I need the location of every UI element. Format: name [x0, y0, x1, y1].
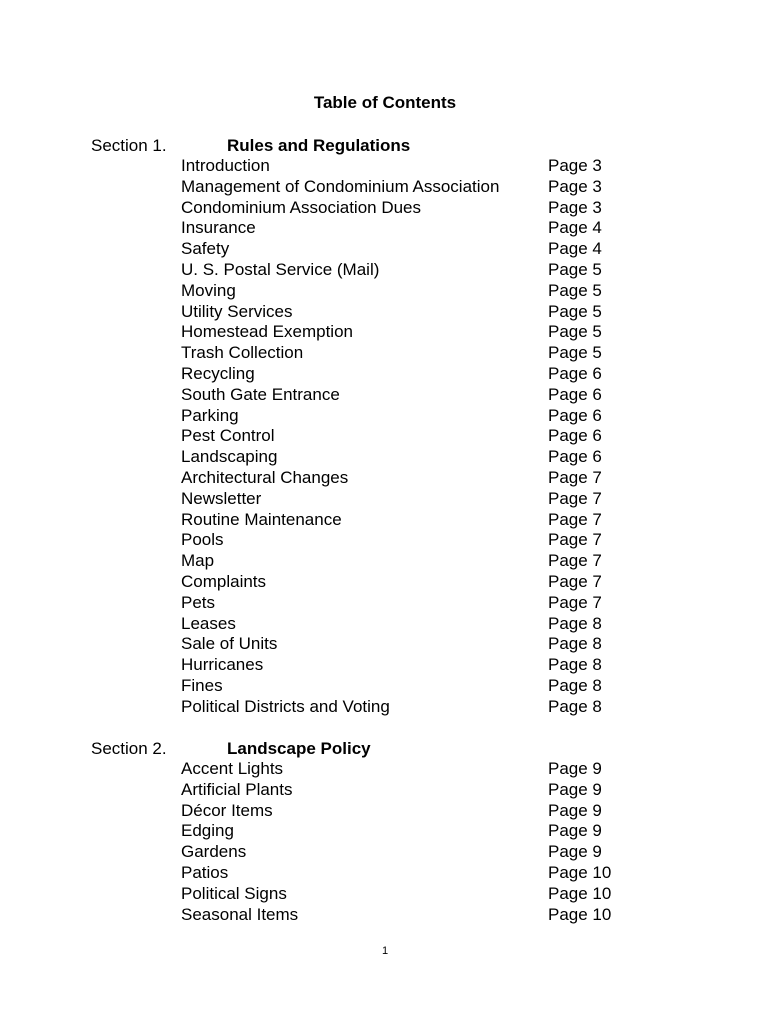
- toc-entry-page: Page 4: [548, 239, 602, 259]
- toc-entry-label: Management of Condominium Association: [181, 176, 500, 196]
- toc-entry-page: Page 3: [548, 156, 602, 175]
- toc-entry-page: Page 7: [548, 592, 602, 612]
- toc-entry: [0, 177, 770, 198]
- section-title: Landscape Policy: [227, 739, 371, 758]
- section-header: [0, 135, 770, 156]
- toc-entry-page: Page 6: [548, 405, 602, 425]
- toc-entry-label: Map: [181, 551, 215, 571]
- toc-entry-page: Page 7: [548, 530, 602, 550]
- toc-entry-page: Page 7: [548, 509, 602, 529]
- section-title: Rules and Regulations: [227, 136, 411, 155]
- toc-entry: [0, 905, 770, 926]
- toc-entry: [0, 489, 770, 510]
- toc-entry-page: Page 5: [548, 259, 602, 279]
- toc-entry-page: Page 8: [548, 634, 602, 654]
- toc-entry-label: Sale of Units: [181, 634, 278, 654]
- toc-entry-label: Homestead Exemption: [181, 322, 353, 342]
- toc-entry-label: U. S. Postal Service (Mail): [181, 259, 380, 279]
- toc-entry: [0, 364, 770, 385]
- toc-entry-label: Fines: [181, 675, 223, 695]
- toc-entry: [0, 530, 770, 551]
- section-number: Section 1.: [91, 136, 167, 155]
- toc-entry: [0, 385, 770, 406]
- toc-entry-page: Page 10: [548, 883, 612, 903]
- toc-entry-label: Introduction: [181, 156, 270, 175]
- toc-entry: [0, 198, 770, 219]
- toc-entry: [0, 447, 770, 468]
- section-number: Section 2.: [91, 739, 167, 758]
- toc-entry-label: Trash Collection: [181, 343, 304, 363]
- toc-entry-label: Newsletter: [181, 488, 262, 508]
- toc-entry: [0, 406, 770, 427]
- toc-entry-page: Page 6: [548, 426, 602, 446]
- toc-entry-label: Edging: [181, 821, 234, 841]
- toc-entry-label: Recycling: [181, 363, 255, 383]
- toc-entry-page: Page 8: [548, 696, 602, 716]
- toc-entry: [0, 260, 770, 281]
- toc-entry: [0, 281, 770, 302]
- toc-entry-label: Gardens: [181, 842, 247, 862]
- toc-entry-page: Page 8: [548, 613, 602, 633]
- toc-entry-page: Page 3: [548, 176, 602, 196]
- toc-entry-page: Page 5: [548, 322, 602, 342]
- toc-list: [0, 156, 770, 718]
- toc-entry: [0, 842, 770, 863]
- section-rules-and-regulations: [0, 135, 770, 718]
- toc-entry-label: South Gate Entrance: [181, 384, 340, 404]
- toc-entry-label: Pets: [181, 592, 216, 612]
- toc-entry-page: Page 7: [548, 488, 602, 508]
- toc-entry-page: Page 8: [548, 655, 602, 675]
- section-landscape-policy: [0, 738, 770, 925]
- toc-entry-page: Page 7: [548, 571, 602, 591]
- toc-entry-page: Page 6: [548, 447, 602, 467]
- page-number: 1: [381, 945, 389, 957]
- toc-entry: [0, 759, 770, 780]
- document-title: Table of Contents: [313, 93, 457, 112]
- toc-list: [0, 759, 770, 925]
- toc-entry-label: Décor Items: [181, 800, 273, 820]
- toc-entry-label: Pools: [181, 530, 224, 550]
- toc-entry: [0, 884, 770, 905]
- toc-entry-page: Page 5: [548, 301, 602, 321]
- toc-entry-page: Page 7: [548, 551, 602, 571]
- toc-entry-page: Page 4: [548, 218, 602, 238]
- toc-entry-label: Leases: [181, 613, 236, 633]
- toc-entry-page: Page 10: [548, 862, 612, 882]
- toc-entry-page: Page 9: [548, 759, 602, 778]
- toc-entry-page: Page 8: [548, 675, 602, 695]
- toc-entry: [0, 322, 770, 343]
- toc-entry-label: Condominium Association Dues: [181, 197, 422, 217]
- toc-entry: [0, 780, 770, 801]
- toc-entry-label: Pest Control: [181, 426, 275, 446]
- toc-entry-label: Hurricanes: [181, 655, 264, 675]
- toc-entry-page: Page 6: [548, 384, 602, 404]
- toc-entry-label: Landscaping: [181, 447, 278, 467]
- toc-entry-page: Page 7: [548, 467, 602, 487]
- toc-entry: [0, 468, 770, 489]
- toc-entry-label: Parking: [181, 405, 239, 425]
- toc-entry: [0, 863, 770, 884]
- toc-entry-label: Insurance: [181, 218, 256, 238]
- toc-entry-label: Safety: [181, 239, 230, 259]
- toc-entry: [0, 697, 770, 718]
- toc-entry: [0, 426, 770, 447]
- toc-entry: [0, 302, 770, 323]
- toc-entry-label: Utility Services: [181, 301, 293, 321]
- toc-entry: [0, 634, 770, 655]
- toc-entry: [0, 593, 770, 614]
- toc-entry: [0, 156, 770, 177]
- toc-entry-label: Routine Maintenance: [181, 509, 342, 529]
- toc-entry-label: Patios: [181, 862, 229, 882]
- toc-entry: [0, 343, 770, 364]
- toc-entry-page: Page 9: [548, 779, 602, 799]
- toc-entry-label: Moving: [181, 280, 236, 300]
- toc-entry: [0, 510, 770, 531]
- section-header: [0, 738, 770, 759]
- toc-entry: [0, 676, 770, 697]
- toc-entry-page: Page 9: [548, 821, 602, 841]
- toc-entry-page: Page 9: [548, 842, 602, 862]
- toc-entry-label: Artificial Plants: [181, 779, 293, 799]
- toc-entry: [0, 218, 770, 239]
- toc-entry: [0, 801, 770, 822]
- toc-entry-label: Complaints: [181, 571, 267, 591]
- toc-entry: [0, 614, 770, 635]
- toc-entry: [0, 239, 770, 260]
- toc-entry: [0, 551, 770, 572]
- toc-entry-label: Political Signs: [181, 883, 287, 903]
- toc-entry-page: Page 3: [548, 197, 602, 217]
- toc-entry-label: Seasonal Items: [181, 904, 299, 924]
- toc-entry-label: Architectural Changes: [181, 467, 349, 487]
- toc-entry-page: Page 5: [548, 280, 602, 300]
- toc-entry: [0, 655, 770, 676]
- toc-entry-page: Page 9: [548, 800, 602, 820]
- toc-entry: [0, 572, 770, 593]
- toc-entry-page: Page 5: [548, 343, 602, 363]
- toc-entry-label: Accent Lights: [181, 759, 284, 778]
- toc-entry-page: Page 6: [548, 363, 602, 383]
- toc-entry-page: Page 10: [548, 904, 612, 924]
- toc-entry: [0, 821, 770, 842]
- toc-entry-label: Political Districts and Voting: [181, 696, 390, 716]
